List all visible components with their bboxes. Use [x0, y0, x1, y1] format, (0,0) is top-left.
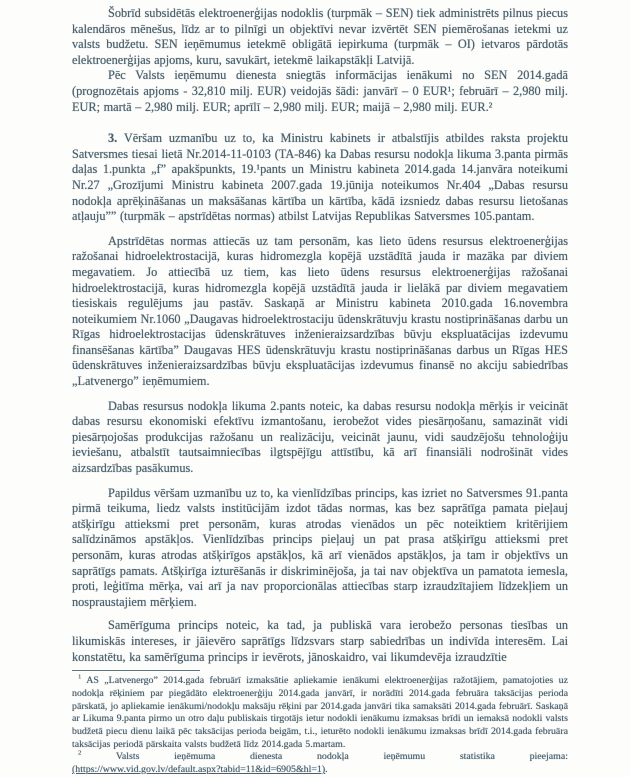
footnote-separator [72, 670, 200, 671]
footnote-url-link[interactable]: (https://www.vid.gov.lv/default.aspx?tabid=11&id=6905&hl=1) [72, 764, 326, 776]
body-paragraph-2: Pēc Valsts ieņēmumu dienesta sniegtās informācijas ienākumi no SEN 2014.gadā (prognozētais apjoms - 32,810 milj. EUR) veidojās šādi: janvārī – 0 EUR¹; februārī – 2,980 milj. EUR; martā – 2,980 milj. EUR; aprīlī – 2,980 milj. EUR; maijā – 2,980 milj. EUR.² [72, 68, 568, 114]
footnotes-section [72, 670, 568, 777]
footnote-2-marker: 2 [78, 750, 82, 758]
footnote-url-suffix: . [325, 764, 328, 776]
footnote-2 [72, 751, 568, 776]
paragraph-text: Vēršam uzmanību uz to, ka Ministru kabinets ir atbalstījis atbildes raksta projektu Satversmes tiesai lietā Nr.2014-11-0103 (TA-846) ka Dabas resursu nodokļa likuma 3.panta pirmās daļas 1.punkta „f” apakšpunkts, 19.¹pants un Ministru kabineta 2014.gada 14.janvāra noteikumi Nr.27 „Grozījumi Ministru kabineta 2007.gada 19.jūnija noteikumos Nr.404 „Dabas resursu nodokļa aprēķināšanas un maksāšanas kārtība un kārtība, kādā izsniedz dabas resursu lietošanas atļauju”” (turpmāk – apstrīdētas normas) atbilst Latvijas Republikas Satversmes 105.pantam. [72, 131, 568, 224]
body-paragraph-4: Apstrīdētas normas attiecās uz tam personām, kas lieto ūdens resursus elektroenerģijas ražošanai hidroelektrostacijā, kuras hidromezgla kopējā uzstādītā jauda ir mazāka par diviem megavatiem. Jo attiecībā uz tiem, kas lieto ūdens resursus elektroenerģijas ražošanai hidroelektrostacijā, kuras hidromezgla kopējā uzstādītā jauda ir lielākā par diviem megavatiem tiesiskais regulējums jau pastāv. Saskaņā ar Ministru kabineta 2010.gada 16.novembra noteikumiem Nr.1060 „Daugavas hidroelektrostaciju ūdenskrātuvju krastu nostiprināšanas darbu un Rīgas hidroelektrostacijas ūdenskrātuves inženieraizsardzības būvju ekspluatācijas izdevumu finansēšanas kārtība” Daugavas HES ūdenskrātuvju krastu nostiprināšanas darbus un Rīgas HES ūdenskrātuves inženieraizsardzības būvju ekspluatācijas izdevumus finansē no akciju sabiedrības „Latvenergo” ieņēmumiem. [72, 233, 568, 389]
body-paragraph-1: Šobrīd subsidētās elektroenerģijas nodoklis (turpmāk – SEN) tiek administrēts pilnus piecus kalendāros mēnešus, līdz ar to pilnīgi un objektīvi nevar izvērtēt SEN piemērošanas ietekmi uz valsts budžetu. SEN ieņēmumus ietekmē obligātā iepirkuma (turpmāk – OI) ietvaros pārdotās elektroenerģijas apjoms, kuru, savukārt, ietekmē laikapstākļi Latvijā. [72, 6, 568, 67]
footnote-1-marker: 1 [78, 673, 82, 681]
footnote-1 [72, 675, 568, 751]
footnote-2-text: Valsts ieņēmuma dienesta nodokļa ieņēmumu statistika pieejama: [115, 751, 568, 763]
footnote-2-url-line [72, 764, 568, 777]
paragraph-number: 3. [108, 131, 118, 146]
body-paragraph-6: Papildus vēršam uzmanību uz to, ka vienlīdzības princips, kas izriet no Satversmes 91.panta pirmā teikuma, liedz valsts institūcijām izdot tādas normas, kas bez saprātīga pamata pieļauj atšķirīgu attieksmi pret personām, kuras atrodas vienādos un pēc noteiktiem kritērijiem salīdzināmos apstākļos. Vienlīdzības princips pieļauj un pat prasa atšķirīgu attieksmi pret personām, kuras atrodas atšķirīgos apstākļos, kā arī vienādos apstākļos, ja tam ir objektīvs un saprātīgs pamats. Atšķirīga izturēšanās ir diskriminējoša, ja tai nav objektīva un pamatota iemesla, proti, leģitīma mērķa, vai arī ja nav proporcionālas attiecības starp izraudzītajiem līdzekļiem un nospraustajiem mērķiem. [72, 485, 568, 609]
body-paragraph-3 [72, 131, 568, 225]
body-paragraph-7: Samērīguma princips noteic, ka tad, ja publiskā vara ierobežo personas tiesības un likumiskās intereses, ir jāievēro saprātīgs līdzsvars starp sabiedrības un indivīda interesēm. Lai konstatētu, ka samērīguma princips ir ievērots, jānoskaidro, vai likumdevēja izraudzītie [72, 618, 568, 664]
body-paragraph-5: Dabas resursus nodokļa likuma 2.pants noteic, ka dabas resursu nodokļa mērķis ir veicināt dabas resursu ekonomiski efektīvu izmantošanu, ierobežot vides piesārņošanu, samazināt vidi piesārņojošas produkcijas ražošanu un realizāciju, veicināt jaunu, vidi saudzējošu tehnoloģiju ieviešanu, atbalstīt tautsaimniecības ilgtspējīgu attīstību, kā arī finansiāli nodrošināt vides aizsardzības pasākumus. [72, 398, 568, 476]
footnote-1-text: AS „Latvenergo” 2014.gada februārī izmaksātie apliekamie ienākumi elektroenerģijas ražotājiem, pamatojoties uz nodokļa rēķiniem par piegādāto elektroenerģiju 2014.gada janvārī, ir norādīti 2014.gada februāra taksācijas perioda pārskatā, jo apliekamie ienākumi/nodokļu maksāju rēķini par 2014.gada janvāri tika samaksāti 2014.gada februārī. Saskaņā ar Likuma 9.panta pirmo un otro daļu publiskais tirgotājs ietur nodokli ienākumu izmaksas brīdi un iemaksā nodokli valsts budžetā piecu dienu laikā pēc taksācijas perioda beigām, t.i., ieturēto nodokli ienākumu izmaksas brīdī 2014.gada februāra taksācijas periodā pārskaita valsts budžetā līdz 2014.gada 5.martam. [72, 675, 568, 750]
footnote-2-line [72, 751, 568, 764]
